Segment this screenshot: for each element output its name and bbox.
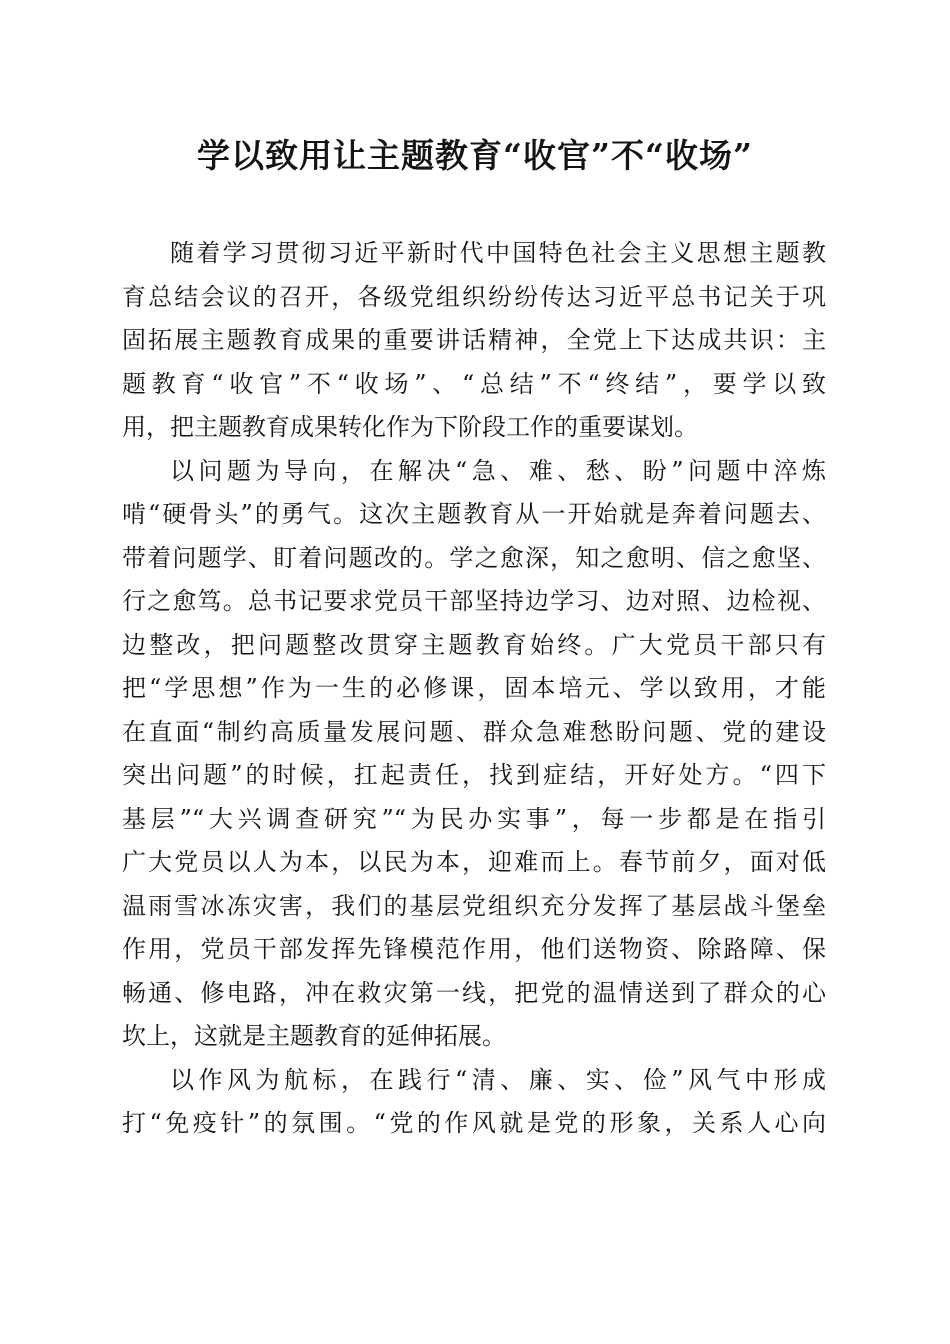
text-line: 以问题为导向，在解决“急、难、愁、盼”问题中淬炼 — [170, 456, 826, 485]
paragraph-1 — [122, 232, 826, 450]
text-line: 以作风为航标，在践行“清、廉、实、俭”风气中形成 — [170, 1065, 826, 1094]
text-line: 在直面“制约高质量发展问题、群众急难愁盼问题、党的建设 — [122, 717, 826, 746]
paragraph-3 — [122, 1059, 826, 1146]
text-line: 用，把主题教育成果转化作为下阶段工作的重要谋划。 — [122, 413, 698, 441]
text-line: 边整改，把问题整改贯穿主题教育始终。广大党员干部只有 — [122, 630, 826, 659]
text-line: 打“免疫针”的氛围。“党的作风就是党的形象，关系人心向 — [122, 1109, 826, 1137]
text-line: 基层”“大兴调查研究”“为民办实事”，每一步都是在指引 — [122, 804, 826, 833]
text-line: 突出问题”的时候，扛起责任，找到症结，开好处方。“四下 — [122, 761, 826, 789]
text-line: 畅通、修电路，冲在救灾第一线，把党的温情送到了群众的心 — [122, 978, 826, 1007]
text-line: 坎上，这就是主题教育的延伸拓展。 — [122, 1022, 506, 1050]
text-line: 随着学习贯彻习近平新时代中国特色社会主义思想主题教 — [170, 239, 826, 267]
text-line: 啃“硬骨头”的勇气。这次主题教育从一开始就是奔着问题去、 — [122, 500, 826, 528]
text-line: 育总结会议的召开，各级党组织纷纷传达习近平总书记关于巩 — [122, 282, 826, 311]
text-line: 把“学思想”作为一生的必修课，固本培元、学以致用，才能 — [122, 674, 826, 702]
document-title: 学以致用让主题教育“收官”不“收场” — [197, 136, 753, 175]
text-line: 固拓展主题教育成果的重要讲话精神，全党上下达成共识：主 — [122, 326, 826, 354]
text-line: 广大党员以人为本，以民为本，迎难而上。春节前夕，面对低 — [122, 848, 826, 876]
text-line: 温雨雪冰冻灾害，我们的基层党组织充分发挥了基层战斗堡垒 — [122, 891, 826, 920]
text-line: 行之愈笃。总书记要求党员干部坚持边学习、边对照、边检视、 — [122, 587, 826, 615]
text-line: 作用，党员干部发挥先锋模范作用，他们送物资、除路障、保 — [122, 935, 826, 963]
text-line: 题教育“收官”不“收场”、“总结”不“终结”，要学以致 — [122, 369, 826, 398]
document-body — [122, 232, 826, 1146]
paragraph-2 — [122, 450, 826, 1059]
text-line: 带着问题学、盯着问题改的。学之愈深，知之愈明、信之愈坚、 — [122, 543, 826, 572]
